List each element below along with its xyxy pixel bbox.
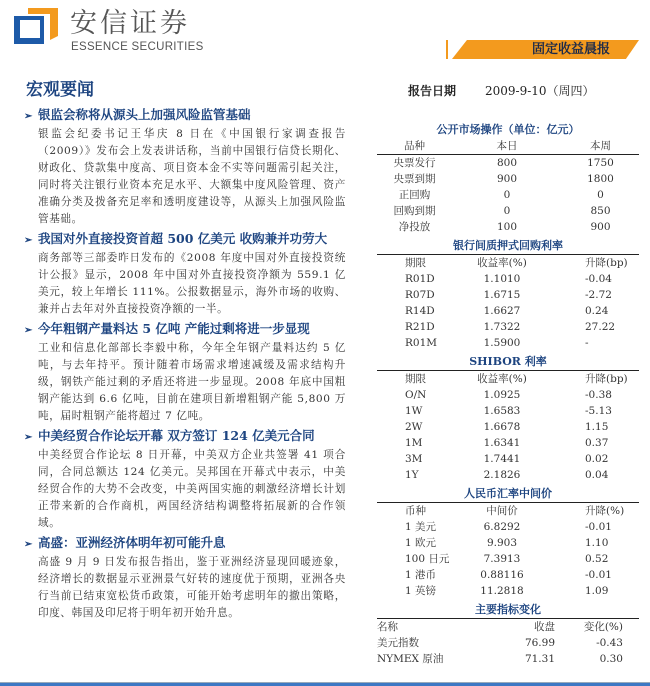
table-cell: 升降(%) xyxy=(585,505,625,517)
news-title: 高盛：亚洲经济体明年初可能升息 xyxy=(38,535,226,550)
table-cell: R01M xyxy=(405,337,438,349)
table-row xyxy=(377,171,639,187)
table-row xyxy=(377,303,639,319)
news-item xyxy=(24,534,346,622)
table-cell: 美元指数 xyxy=(377,637,419,649)
table-cell: O/N xyxy=(405,389,427,401)
table-cell: 本周 xyxy=(590,140,611,152)
table-row xyxy=(377,467,639,483)
table-cell: 0.52 xyxy=(585,553,609,565)
table-cell: 11.2818 xyxy=(480,585,524,597)
bullet-arrow-icon: ➢ xyxy=(24,111,33,122)
report-date-value: 2009-9-10（周四） xyxy=(485,84,595,98)
table-cell: 1 英镑 xyxy=(405,585,437,597)
table-cell: 1 港币 xyxy=(405,569,437,581)
table-cell: 变化(%) xyxy=(583,621,623,633)
table-cell: -0.43 xyxy=(596,637,623,649)
news-item xyxy=(24,230,346,318)
table-cell: 9.903 xyxy=(486,537,518,549)
table-cell: 0.30 xyxy=(599,653,623,665)
table-cell: -2.72 xyxy=(585,289,612,301)
table-cell: 0.37 xyxy=(585,437,609,449)
table-cell: 1.5900 xyxy=(483,337,521,349)
table-cell: R01D xyxy=(405,273,435,285)
shibor-table xyxy=(377,354,639,483)
news-title: 今年粗钢产量料达 5 亿吨 产能过剩将进一步显现 xyxy=(38,321,310,336)
table-row xyxy=(377,335,639,351)
logo-mark-icon xyxy=(14,8,58,44)
table-cell: 0.04 xyxy=(585,469,609,481)
table-row xyxy=(377,403,639,419)
table-row xyxy=(377,435,639,451)
news-title: 银监会称将从源头上加强风险监管基础 xyxy=(38,107,251,122)
table-cell: 1800 xyxy=(587,173,614,185)
table-row xyxy=(377,319,639,335)
table-cell: 收益率(%) xyxy=(477,373,527,385)
logo-text-cn: 安信证券 xyxy=(70,8,190,39)
table-cell: 中间价 xyxy=(486,505,518,517)
news-title: 我国对外直接投资首超 500 亿美元 收购兼并功劳大 xyxy=(38,231,328,246)
table-row xyxy=(377,651,639,667)
table-cell: R21D xyxy=(405,321,435,333)
table-cell: 1.7322 xyxy=(483,321,521,333)
bullet-arrow-icon: ➢ xyxy=(24,539,33,550)
table-cell: 0 xyxy=(503,189,511,201)
key-indicators-table xyxy=(377,602,639,667)
table-cell: 1.6678 xyxy=(483,421,521,433)
table-cell: 27.22 xyxy=(585,321,616,333)
table-cell: 0 xyxy=(597,189,604,201)
table-cell: 央票到期 xyxy=(393,173,436,185)
table-cell: 1.10 xyxy=(585,537,609,549)
table-row xyxy=(377,219,639,235)
table-cell: 回购到期 xyxy=(393,205,436,217)
table-cell: 2.1826 xyxy=(483,469,521,481)
table-cell: R14D xyxy=(405,305,435,317)
table-row xyxy=(377,203,639,219)
table-cell: 1.6341 xyxy=(483,437,521,449)
bullet-arrow-icon: ➢ xyxy=(24,235,33,246)
open-market-table xyxy=(377,122,639,235)
banner-divider xyxy=(446,40,448,59)
table-cell: 品种 xyxy=(404,140,425,152)
table-row xyxy=(377,551,639,567)
table-cell: 800 xyxy=(496,157,518,169)
table-cell: -5.13 xyxy=(585,405,612,417)
news-body: 银监会纪委书记王华庆 8 日在《中国银行家调查报告（2009）》发布会上发表讲话称，当前中国银行信贷长期化、财政化、贷款集中度高、项目资本金不实等问题需引起关注，同时将关注银行业资本充足水平、大额集中度风险管理、资产准确分类及拨备充足率和透明度建设等，从源头上加强风险监管基础。 xyxy=(38,128,346,225)
news-body: 高盛 9 月 9 日发布报告指出，鉴于亚洲经济显现回暖迹象，经济增长的数据显示亚洲景气好转的速度优于预期，亚洲各央行当前已结束宽松货币政策，可能开始考虑明年的撤出策略，印度、韩国及印尼将于明年初开始升息。 xyxy=(38,556,346,619)
news-column xyxy=(24,106,346,624)
table-header-row xyxy=(377,255,639,271)
table-cell: 0.88116 xyxy=(480,569,524,581)
table-cell: 净投放 xyxy=(398,221,431,233)
table-cell: NYMEX 原油 xyxy=(377,653,444,665)
table-row xyxy=(377,535,639,551)
table-cell: 本日 xyxy=(496,140,518,152)
table-cell: -0.38 xyxy=(585,389,612,401)
table-cell: 0 xyxy=(503,205,511,217)
table-cell: 3M xyxy=(405,453,423,465)
table-row xyxy=(377,155,639,171)
table-row xyxy=(377,583,639,599)
logo-text-en: ESSENCE SECURITIES xyxy=(71,41,204,53)
table-row xyxy=(377,567,639,583)
report-type-label: 固定收益晨报 xyxy=(531,42,610,57)
table-title: 公开市场操作（单位：亿元） xyxy=(436,123,580,136)
table-cell: 71.31 xyxy=(524,653,555,665)
news-body: 商务部等三部委昨日发布的《2008 年度中国对外直接投资统计公报》显示，2008 年中国对外直接投资净额为 559.1 亿美元，较上年增长 111%。公报数据显示，海外市场的收购、兼并占去年对外直接投资净额的一半。 xyxy=(38,252,346,315)
table-cell: 76.99 xyxy=(524,637,555,649)
table-cell: 1.7441 xyxy=(483,453,521,465)
rmb-rate-table xyxy=(377,486,639,599)
table-row xyxy=(377,287,639,303)
news-title: 中美经贸合作论坛开幕 双方签订 124 亿美元合同 xyxy=(38,428,315,443)
table-header-row xyxy=(377,138,639,154)
news-item xyxy=(24,320,346,425)
table-cell: 7.3913 xyxy=(483,553,521,565)
report-date-label: 报告日期 xyxy=(408,84,457,98)
table-cell: 1 美元 xyxy=(405,521,437,533)
window-bottom-bar xyxy=(0,682,650,686)
news-body: 工业和信息化部部长李毅中称，今年全年钢产量料达约 5 亿吨，与去年持平。预计随着市场需求增速减缓及需求结构升级，钢铁产能过剩的矛盾还将进一步显现。2008 年底中国粗钢产能达到 6.6 亿吨，目前在建项目新增粗钢产能 5,800 万吨，届时粗钢产能将超过 7 亿吨。 xyxy=(38,342,346,422)
table-row xyxy=(377,635,639,651)
table-cell: -0.01 xyxy=(585,569,612,581)
bullet-arrow-icon: ➢ xyxy=(24,432,33,443)
table-cell: 850 xyxy=(590,205,611,217)
table-cell: -0.04 xyxy=(585,273,612,285)
bullet-arrow-icon: ➢ xyxy=(24,325,33,336)
table-cell: -0.01 xyxy=(585,521,612,533)
table-cell: 1.15 xyxy=(585,421,609,433)
table-cell: 900 xyxy=(496,173,518,185)
table-cell: 期限 xyxy=(405,373,426,385)
table-title: 银行间质押式回购利率 xyxy=(453,239,563,252)
table-cell: 收盘 xyxy=(534,621,555,633)
repo-rate-table xyxy=(377,238,639,351)
table-cell: 币种 xyxy=(405,505,426,517)
table-cell: 100 日元 xyxy=(405,553,450,565)
table-row xyxy=(377,419,639,435)
table-cell: 1.1010 xyxy=(483,273,521,285)
table-header-row xyxy=(377,503,639,519)
table-cell: 1.09 xyxy=(585,585,609,597)
news-item xyxy=(24,427,346,532)
table-title: 人民币汇率中间价 xyxy=(464,487,552,500)
table-cell: 1.0925 xyxy=(483,389,521,401)
table-cell: 1W xyxy=(405,405,423,417)
table-cell: 1.6715 xyxy=(483,289,521,301)
section-title: 宏观要闻 xyxy=(26,80,94,100)
table-cell: 1.6627 xyxy=(483,305,521,317)
table-row xyxy=(377,187,639,203)
table-cell: 正回购 xyxy=(398,189,431,201)
table-row xyxy=(377,271,639,287)
table-header-row xyxy=(377,619,639,635)
news-item xyxy=(24,106,346,228)
table-header-row xyxy=(377,371,639,387)
table-cell: - xyxy=(585,337,589,349)
table-row xyxy=(377,519,639,535)
table-cell: 1 欧元 xyxy=(405,537,437,549)
table-cell: 900 xyxy=(590,221,611,233)
table-cell: 期限 xyxy=(405,257,426,269)
table-cell: 升降(bp) xyxy=(585,373,628,385)
table-cell: 1M xyxy=(405,437,423,449)
table-cell: 1750 xyxy=(587,157,614,169)
market-data-column xyxy=(377,122,639,670)
table-cell: 1Y xyxy=(405,469,419,481)
table-cell: 升降(bp) xyxy=(585,257,628,269)
table-title: 主要指标变化 xyxy=(475,603,541,616)
table-cell: 0.02 xyxy=(585,453,609,465)
table-cell: 100 xyxy=(496,221,518,233)
table-cell: 收益率(%) xyxy=(477,257,527,269)
table-title: SHIBOR 利率 xyxy=(469,355,547,368)
table-cell: 6.8292 xyxy=(483,521,521,533)
table-cell: R07D xyxy=(405,289,435,301)
table-cell: 1.6583 xyxy=(483,405,521,417)
table-cell: 央票发行 xyxy=(393,157,436,169)
table-cell: 0.24 xyxy=(585,305,609,317)
news-body: 中美经贸合作论坛 8 日开幕，中美双方企业共签署 41 项合同，合同总额达 124 亿美元。吴邦国在开幕式中表示，中美经贸合作的大势不会改变，中美两国实施的刺激经济增长计划正带来新的合作商机，两国经济结构调整将拓展新的合作领域。 xyxy=(38,449,346,529)
table-row xyxy=(377,451,639,467)
table-cell: 2W xyxy=(405,421,423,433)
table-cell: 名称 xyxy=(377,621,398,633)
table-row xyxy=(377,387,639,403)
